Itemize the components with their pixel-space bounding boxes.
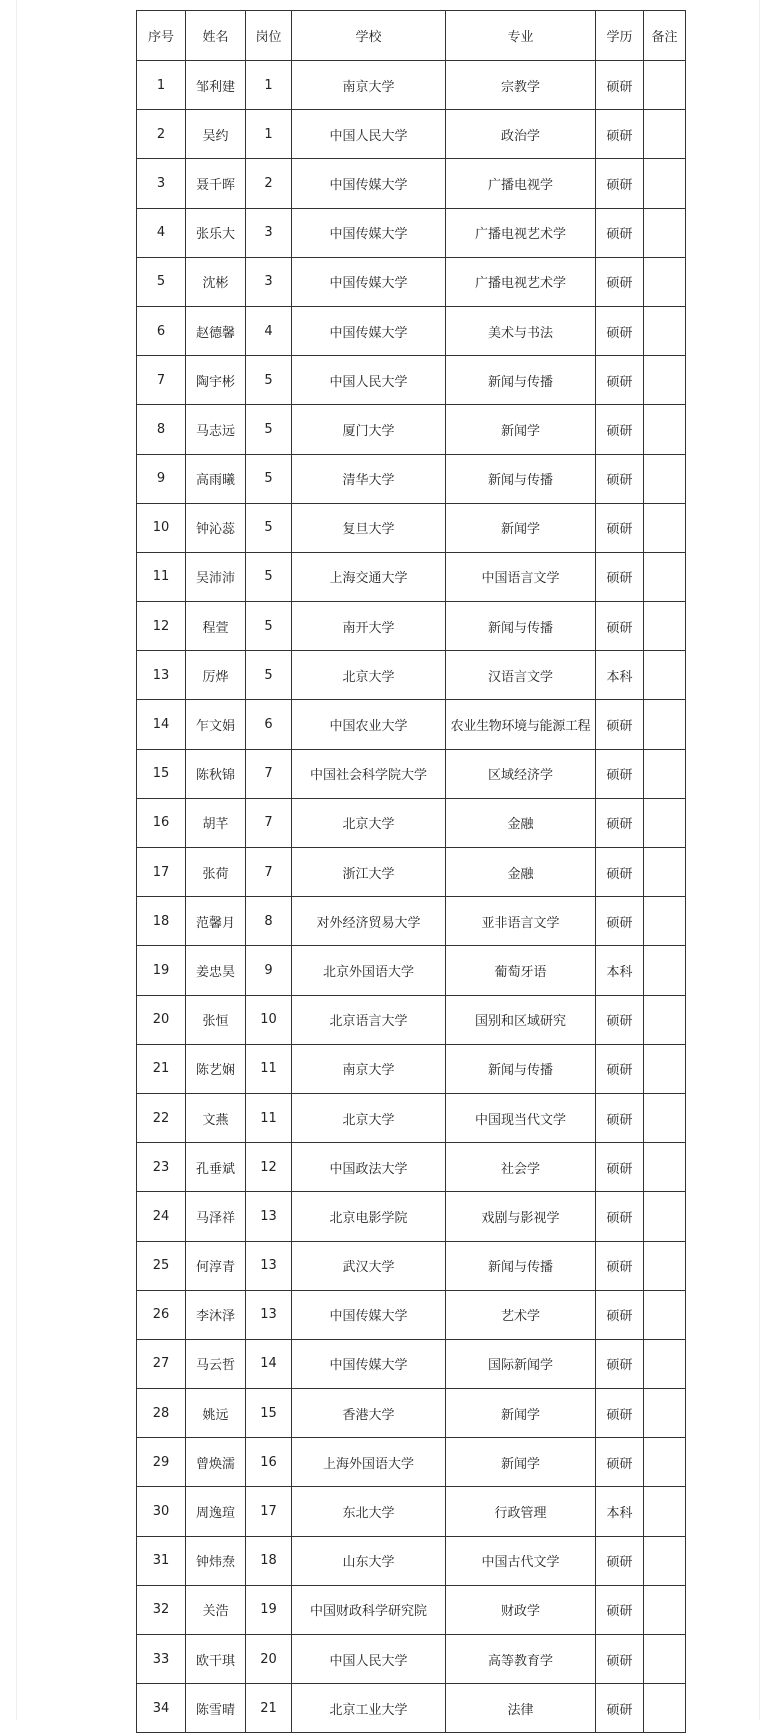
cell-name: 马泽祥 (186, 1192, 246, 1241)
cell-name: 陈雪晴 (186, 1684, 246, 1733)
table-row (137, 995, 686, 1044)
cell-degree: 硕研 (596, 1635, 644, 1684)
cell-remark (644, 1290, 686, 1339)
cell-post: 1 (246, 110, 292, 159)
cell-major: 新闻学 (446, 405, 596, 454)
cell-major: 金融 (446, 848, 596, 897)
cell-school: 清华大学 (292, 454, 446, 503)
cell-major: 亚非语言文学 (446, 897, 596, 946)
cell-index: 22 (137, 1093, 186, 1142)
cell-remark (644, 454, 686, 503)
cell-remark (644, 1684, 686, 1733)
header-school: 学校 (292, 11, 446, 61)
cell-remark (644, 306, 686, 355)
cell-name: 何淳青 (186, 1241, 246, 1290)
table-row (137, 1241, 686, 1290)
cell-major: 新闻与传播 (446, 602, 596, 651)
cell-degree: 硕研 (596, 1438, 644, 1487)
cell-index: 19 (137, 946, 186, 995)
cell-school: 香港大学 (292, 1389, 446, 1438)
cell-remark (644, 1635, 686, 1684)
cell-major: 法律 (446, 1684, 596, 1733)
cell-degree: 硕研 (596, 798, 644, 847)
cell-post: 12 (246, 1143, 292, 1192)
cell-name: 曾焕濡 (186, 1438, 246, 1487)
cell-remark (644, 552, 686, 601)
cell-degree: 硕研 (596, 208, 644, 257)
cell-school: 北京大学 (292, 651, 446, 700)
table-row (137, 1389, 686, 1438)
cell-major: 广播电视艺术学 (446, 257, 596, 306)
cell-major: 金融 (446, 798, 596, 847)
cell-index: 1 (137, 61, 186, 110)
cell-remark (644, 1536, 686, 1585)
cell-name: 陈秋锦 (186, 749, 246, 798)
cell-post: 13 (246, 1241, 292, 1290)
cell-school: 中国传媒大学 (292, 1290, 446, 1339)
table-row (137, 61, 686, 110)
cell-index: 31 (137, 1536, 186, 1585)
cell-index: 13 (137, 651, 186, 700)
cell-major: 戏剧与影视学 (446, 1192, 596, 1241)
cell-degree: 硕研 (596, 306, 644, 355)
cell-post: 13 (246, 1290, 292, 1339)
cell-degree: 硕研 (596, 749, 644, 798)
table-row (137, 1635, 686, 1684)
cell-index: 2 (137, 110, 186, 159)
cell-school: 中国人民大学 (292, 110, 446, 159)
cell-remark (644, 110, 686, 159)
cell-name: 高雨曦 (186, 454, 246, 503)
cell-remark (644, 651, 686, 700)
table-header-row (137, 11, 686, 61)
page-margin-line-left (16, 0, 17, 1720)
cell-degree: 硕研 (596, 257, 644, 306)
cell-degree: 硕研 (596, 1143, 644, 1192)
header-remark: 备注 (644, 11, 686, 61)
cell-name: 关浩 (186, 1585, 246, 1634)
cell-post: 16 (246, 1438, 292, 1487)
cell-post: 11 (246, 1093, 292, 1142)
cell-school: 中国传媒大学 (292, 257, 446, 306)
cell-name: 周逸瑄 (186, 1487, 246, 1536)
cell-index: 15 (137, 749, 186, 798)
cell-school: 中国传媒大学 (292, 159, 446, 208)
table-row (137, 1536, 686, 1585)
cell-index: 5 (137, 257, 186, 306)
cell-post: 5 (246, 552, 292, 601)
cell-degree: 本科 (596, 651, 644, 700)
cell-post: 5 (246, 356, 292, 405)
cell-degree: 硕研 (596, 405, 644, 454)
page-margin-line-right (759, 0, 760, 1720)
table-row (137, 602, 686, 651)
cell-post: 19 (246, 1585, 292, 1634)
cell-name: 聂千晖 (186, 159, 246, 208)
cell-degree: 硕研 (596, 110, 644, 159)
cell-school: 北京大学 (292, 1093, 446, 1142)
cell-index: 3 (137, 159, 186, 208)
table-row (137, 1093, 686, 1142)
header-post: 岗位 (246, 11, 292, 61)
table-row (137, 651, 686, 700)
cell-remark (644, 208, 686, 257)
cell-major: 政治学 (446, 110, 596, 159)
cell-remark (644, 1585, 686, 1634)
cell-post: 5 (246, 651, 292, 700)
cell-degree: 硕研 (596, 1389, 644, 1438)
cell-index: 4 (137, 208, 186, 257)
cell-degree: 硕研 (596, 552, 644, 601)
cell-degree: 硕研 (596, 1241, 644, 1290)
cell-school: 浙江大学 (292, 848, 446, 897)
cell-degree: 硕研 (596, 848, 644, 897)
cell-remark (644, 1093, 686, 1142)
cell-degree: 硕研 (596, 61, 644, 110)
cell-post: 5 (246, 602, 292, 651)
cell-post: 11 (246, 1044, 292, 1093)
cell-index: 21 (137, 1044, 186, 1093)
table-row (137, 159, 686, 208)
cell-name: 邹利建 (186, 61, 246, 110)
cell-remark (644, 1143, 686, 1192)
cell-name: 陶宇彬 (186, 356, 246, 405)
cell-post: 9 (246, 946, 292, 995)
cell-degree: 硕研 (596, 356, 644, 405)
cell-index: 23 (137, 1143, 186, 1192)
cell-remark (644, 798, 686, 847)
cell-degree: 硕研 (596, 1044, 644, 1093)
cell-major: 国际新闻学 (446, 1339, 596, 1388)
cell-school: 中国财政科学研究院 (292, 1585, 446, 1634)
cell-major: 新闻与传播 (446, 1241, 596, 1290)
table-row (137, 897, 686, 946)
cell-index: 6 (137, 306, 186, 355)
cell-index: 11 (137, 552, 186, 601)
cell-remark (644, 503, 686, 552)
table-row (137, 1339, 686, 1388)
cell-remark (644, 257, 686, 306)
cell-school: 上海交通大学 (292, 552, 446, 601)
cell-name: 张乐大 (186, 208, 246, 257)
cell-name: 姜忠昊 (186, 946, 246, 995)
cell-remark (644, 405, 686, 454)
cell-index: 32 (137, 1585, 186, 1634)
cell-name: 赵德馨 (186, 306, 246, 355)
cell-school: 中国政法大学 (292, 1143, 446, 1192)
cell-school: 东北大学 (292, 1487, 446, 1536)
cell-post: 7 (246, 798, 292, 847)
cell-school: 中国传媒大学 (292, 1339, 446, 1388)
cell-school: 中国传媒大学 (292, 208, 446, 257)
cell-degree: 硕研 (596, 897, 644, 946)
cell-remark (644, 1487, 686, 1536)
cell-name: 李沐泽 (186, 1290, 246, 1339)
header-index: 序号 (137, 11, 186, 61)
cell-name: 欧干琪 (186, 1635, 246, 1684)
cell-index: 30 (137, 1487, 186, 1536)
cell-degree: 硕研 (596, 1093, 644, 1142)
cell-major: 新闻与传播 (446, 356, 596, 405)
cell-post: 4 (246, 306, 292, 355)
cell-index: 27 (137, 1339, 186, 1388)
table-row (137, 848, 686, 897)
table-row (137, 798, 686, 847)
cell-post: 5 (246, 454, 292, 503)
cell-degree: 硕研 (596, 995, 644, 1044)
cell-index: 18 (137, 897, 186, 946)
cell-name: 姚远 (186, 1389, 246, 1438)
cell-post: 21 (246, 1684, 292, 1733)
cell-name: 乍文娟 (186, 700, 246, 749)
cell-school: 南开大学 (292, 602, 446, 651)
cell-index: 7 (137, 356, 186, 405)
cell-school: 厦门大学 (292, 405, 446, 454)
cell-name: 张荷 (186, 848, 246, 897)
table-row (137, 1487, 686, 1536)
cell-post: 7 (246, 749, 292, 798)
cell-degree: 硕研 (596, 454, 644, 503)
cell-remark (644, 159, 686, 208)
cell-remark (644, 356, 686, 405)
cell-school: 中国社会科学院大学 (292, 749, 446, 798)
cell-school: 复旦大学 (292, 503, 446, 552)
cell-name: 钟沁蕊 (186, 503, 246, 552)
cell-name: 吴约 (186, 110, 246, 159)
cell-post: 13 (246, 1192, 292, 1241)
header-name: 姓名 (186, 11, 246, 61)
cell-post: 2 (246, 159, 292, 208)
cell-name: 文燕 (186, 1093, 246, 1142)
cell-major: 广播电视学 (446, 159, 596, 208)
cell-post: 5 (246, 503, 292, 552)
cell-school: 北京大学 (292, 798, 446, 847)
cell-major: 财政学 (446, 1585, 596, 1634)
cell-degree: 硕研 (596, 1192, 644, 1241)
cell-name: 程萱 (186, 602, 246, 651)
cell-post: 18 (246, 1536, 292, 1585)
header-major: 专业 (446, 11, 596, 61)
cell-school: 南京大学 (292, 1044, 446, 1093)
cell-school: 对外经济贸易大学 (292, 897, 446, 946)
table-row (137, 1585, 686, 1634)
cell-remark (644, 897, 686, 946)
cell-degree: 硕研 (596, 700, 644, 749)
cell-remark (644, 1389, 686, 1438)
cell-name: 沈彬 (186, 257, 246, 306)
cell-remark (644, 1241, 686, 1290)
cell-degree: 硕研 (596, 1290, 644, 1339)
cell-index: 25 (137, 1241, 186, 1290)
cell-school: 中国农业大学 (292, 700, 446, 749)
cell-name: 马云哲 (186, 1339, 246, 1388)
cell-name: 张恒 (186, 995, 246, 1044)
cell-school: 北京电影学院 (292, 1192, 446, 1241)
cell-post: 14 (246, 1339, 292, 1388)
cell-post: 5 (246, 405, 292, 454)
cell-degree: 硕研 (596, 1339, 644, 1388)
table-row (137, 1143, 686, 1192)
cell-school: 中国人民大学 (292, 356, 446, 405)
cell-school: 中国传媒大学 (292, 306, 446, 355)
cell-post: 1 (246, 61, 292, 110)
cell-major: 中国古代文学 (446, 1536, 596, 1585)
cell-school: 北京工业大学 (292, 1684, 446, 1733)
table-row (137, 1044, 686, 1093)
cell-post: 17 (246, 1487, 292, 1536)
table-row (137, 1192, 686, 1241)
cell-school: 武汉大学 (292, 1241, 446, 1290)
table-row (137, 946, 686, 995)
cell-major: 新闻学 (446, 503, 596, 552)
cell-school: 北京语言大学 (292, 995, 446, 1044)
cell-index: 17 (137, 848, 186, 897)
cell-degree: 硕研 (596, 1536, 644, 1585)
table-row (137, 110, 686, 159)
cell-degree: 硕研 (596, 1684, 644, 1733)
table-row (137, 405, 686, 454)
cell-post: 3 (246, 208, 292, 257)
cell-major: 国别和区域研究 (446, 995, 596, 1044)
cell-name: 钟炜焘 (186, 1536, 246, 1585)
cell-index: 20 (137, 995, 186, 1044)
table-row (137, 454, 686, 503)
cell-name: 马志远 (186, 405, 246, 454)
cell-major: 中国语言文学 (446, 552, 596, 601)
cell-index: 16 (137, 798, 186, 847)
table-row (137, 1684, 686, 1733)
cell-index: 29 (137, 1438, 186, 1487)
cell-post: 6 (246, 700, 292, 749)
cell-index: 34 (137, 1684, 186, 1733)
table-row (137, 749, 686, 798)
cell-school: 上海外国语大学 (292, 1438, 446, 1487)
cell-remark (644, 1044, 686, 1093)
cell-major: 新闻与传播 (446, 454, 596, 503)
table-row (137, 552, 686, 601)
cell-post: 15 (246, 1389, 292, 1438)
cell-post: 7 (246, 848, 292, 897)
cell-name: 厉烨 (186, 651, 246, 700)
cell-degree: 硕研 (596, 503, 644, 552)
cell-remark (644, 1192, 686, 1241)
cell-post: 8 (246, 897, 292, 946)
cell-name: 胡芊 (186, 798, 246, 847)
table-body (137, 61, 686, 1733)
cell-remark (644, 848, 686, 897)
table-row (137, 356, 686, 405)
cell-remark (644, 602, 686, 651)
cell-name: 吴沛沛 (186, 552, 246, 601)
table-row (137, 1290, 686, 1339)
cell-major: 农业生物环境与能源工程 (446, 700, 596, 749)
cell-major: 葡萄牙语 (446, 946, 596, 995)
cell-index: 28 (137, 1389, 186, 1438)
cell-degree: 本科 (596, 1487, 644, 1536)
cell-major: 中国现当代文学 (446, 1093, 596, 1142)
cell-major: 美术与书法 (446, 306, 596, 355)
cell-degree: 硕研 (596, 159, 644, 208)
table-row (137, 1438, 686, 1487)
cell-major: 汉语言文学 (446, 651, 596, 700)
cell-post: 10 (246, 995, 292, 1044)
header-degree: 学历 (596, 11, 644, 61)
table-row (137, 257, 686, 306)
cell-major: 新闻学 (446, 1389, 596, 1438)
cell-major: 广播电视艺术学 (446, 208, 596, 257)
cell-index: 26 (137, 1290, 186, 1339)
cell-index: 8 (137, 405, 186, 454)
cell-major: 区域经济学 (446, 749, 596, 798)
cell-index: 10 (137, 503, 186, 552)
cell-name: 范馨月 (186, 897, 246, 946)
cell-remark (644, 61, 686, 110)
table-row (137, 306, 686, 355)
cell-index: 33 (137, 1635, 186, 1684)
table-row (137, 700, 686, 749)
cell-remark (644, 749, 686, 798)
cell-remark (644, 700, 686, 749)
table-row (137, 503, 686, 552)
cell-post: 3 (246, 257, 292, 306)
cell-name: 陈艺娴 (186, 1044, 246, 1093)
cell-school: 南京大学 (292, 61, 446, 110)
cell-index: 24 (137, 1192, 186, 1241)
cell-school: 中国人民大学 (292, 1635, 446, 1684)
cell-name: 孔垂斌 (186, 1143, 246, 1192)
candidate-roster-table (136, 10, 686, 1733)
cell-remark (644, 995, 686, 1044)
cell-remark (644, 1438, 686, 1487)
cell-major: 新闻与传播 (446, 1044, 596, 1093)
cell-degree: 硕研 (596, 602, 644, 651)
cell-school: 北京外国语大学 (292, 946, 446, 995)
table-row (137, 208, 686, 257)
cell-degree: 本科 (596, 946, 644, 995)
cell-degree: 硕研 (596, 1585, 644, 1634)
cell-major: 行政管理 (446, 1487, 596, 1536)
cell-remark (644, 1339, 686, 1388)
cell-post: 20 (246, 1635, 292, 1684)
cell-major: 高等教育学 (446, 1635, 596, 1684)
cell-school: 山东大学 (292, 1536, 446, 1585)
cell-remark (644, 946, 686, 995)
cell-major: 社会学 (446, 1143, 596, 1192)
cell-major: 艺术学 (446, 1290, 596, 1339)
cell-index: 14 (137, 700, 186, 749)
cell-major: 新闻学 (446, 1438, 596, 1487)
cell-index: 12 (137, 602, 186, 651)
cell-major: 宗教学 (446, 61, 596, 110)
cell-index: 9 (137, 454, 186, 503)
